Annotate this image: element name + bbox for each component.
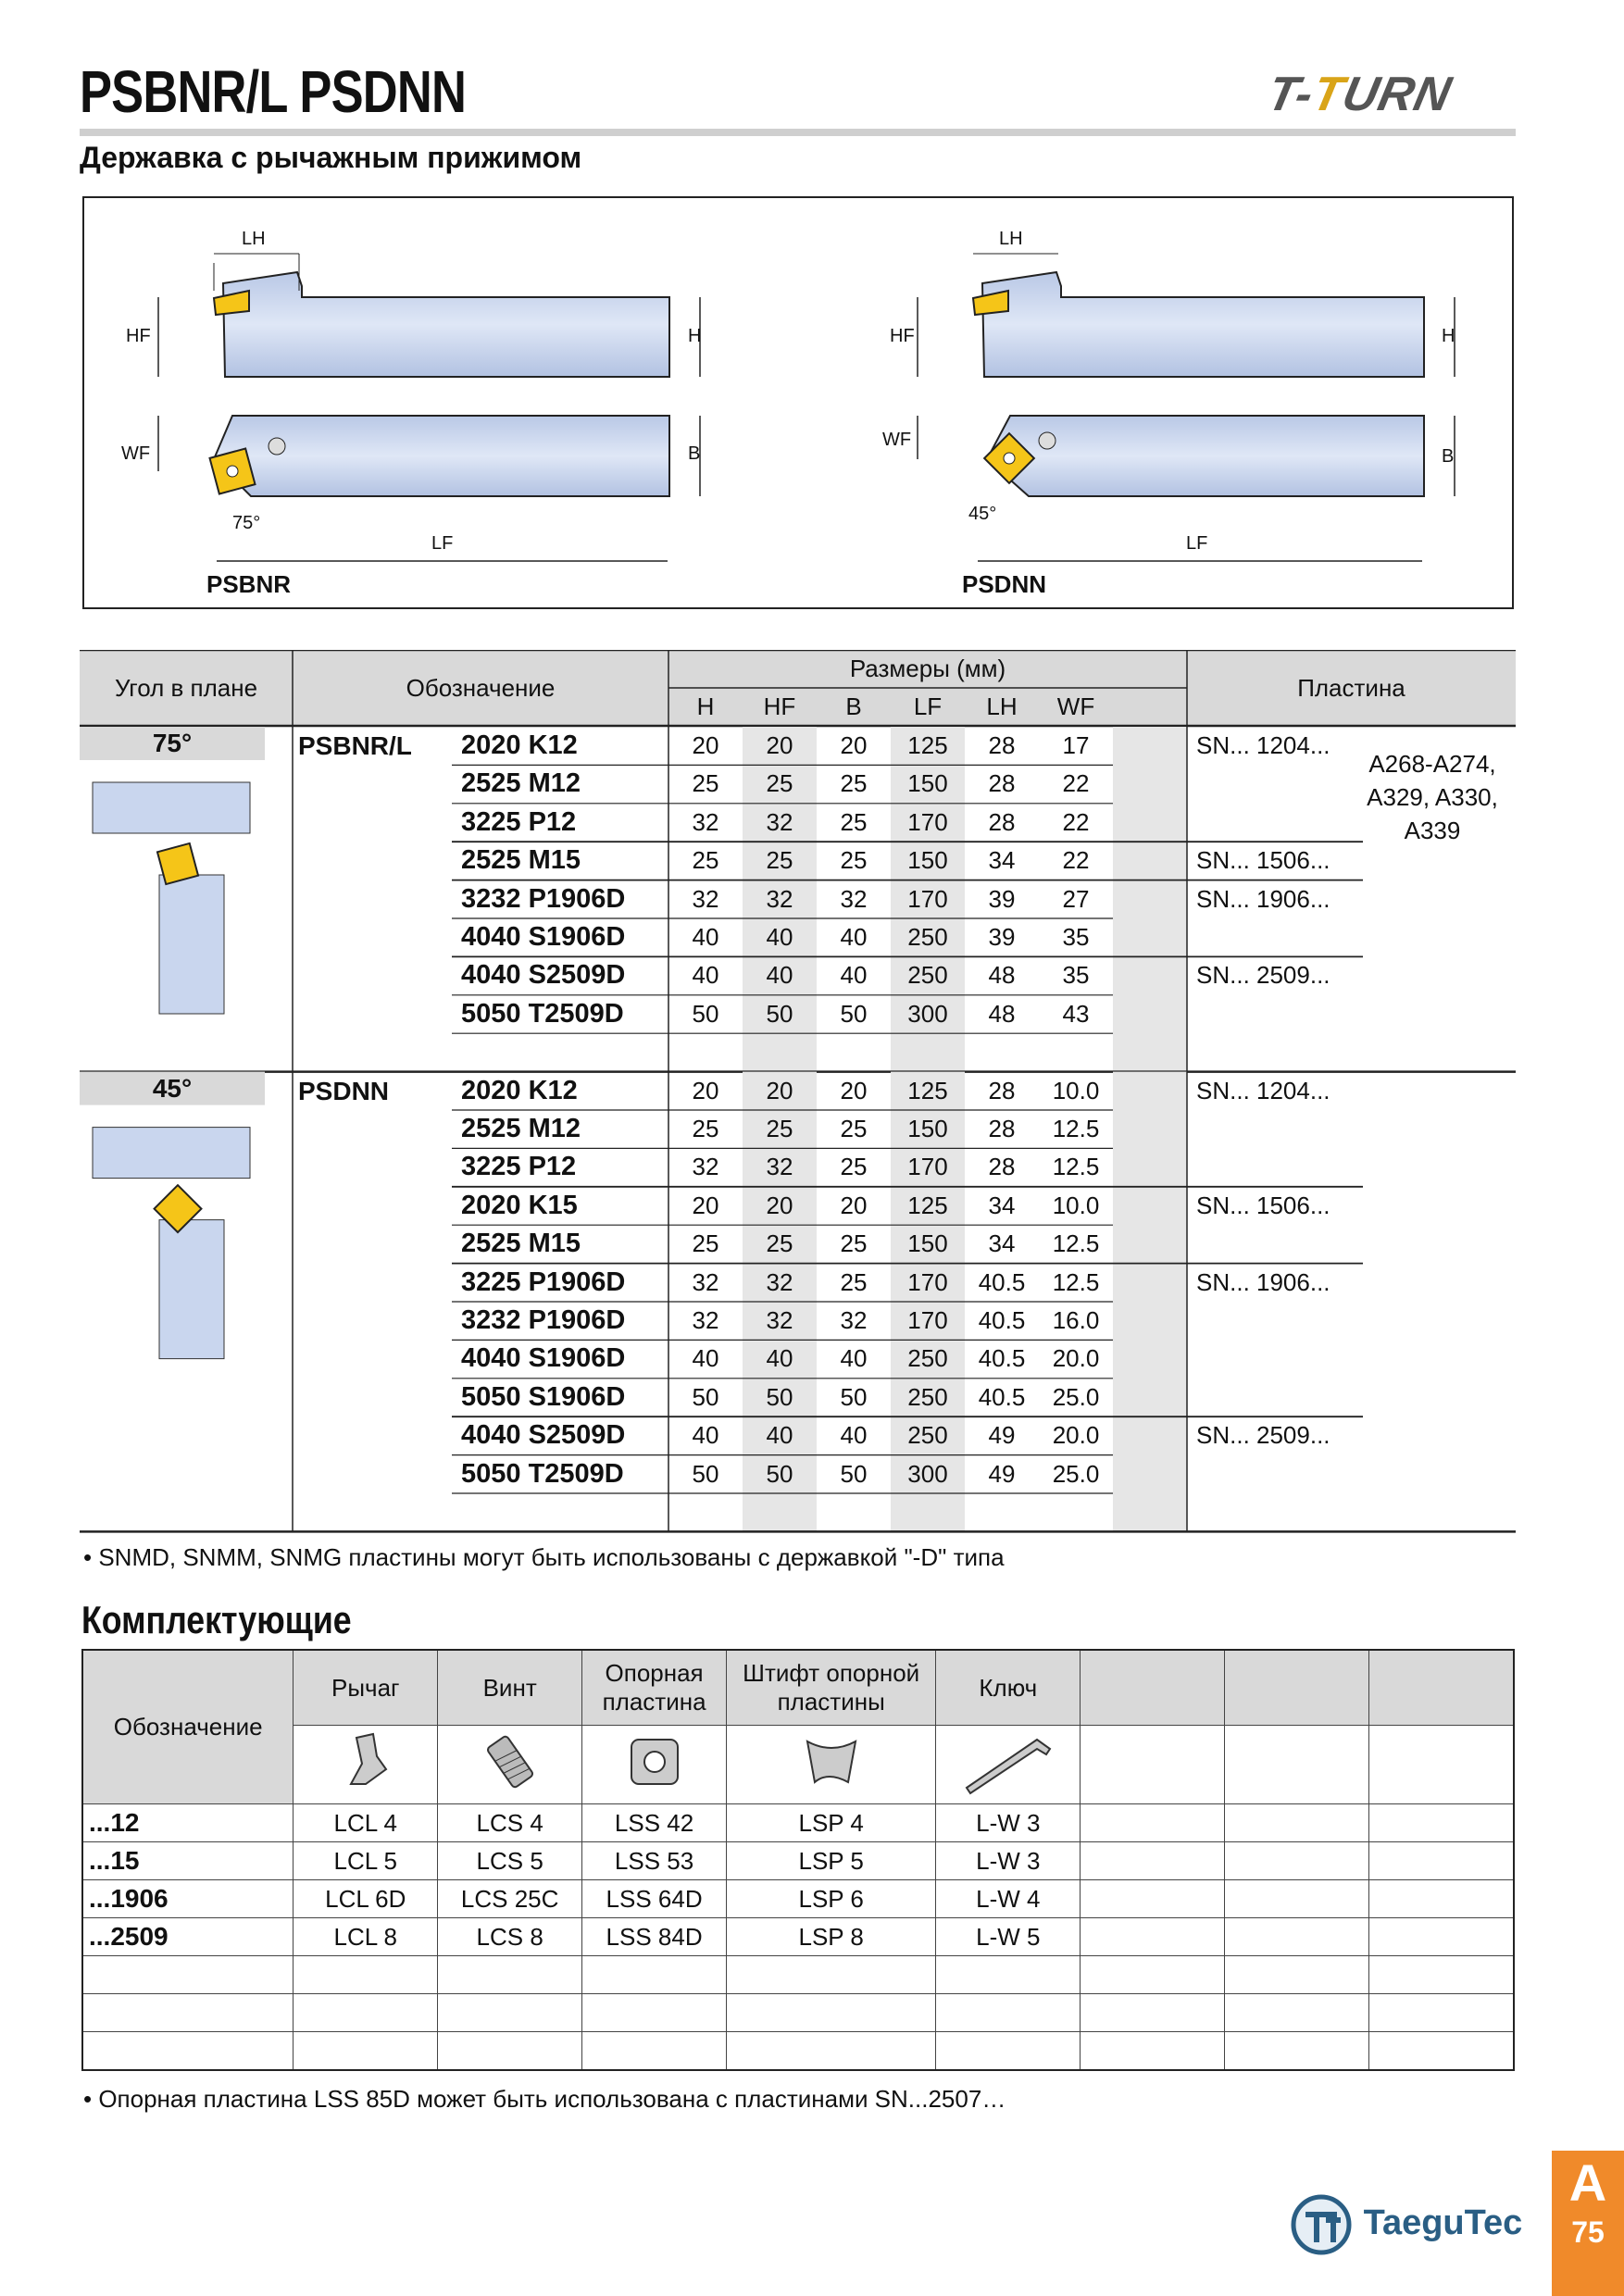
val-0-1-3: 150	[907, 769, 948, 798]
designation-1-5: 3225 P1906D	[461, 1267, 626, 1297]
val-1-2-3: 170	[907, 1153, 948, 1181]
designation-1-8: 5050 S1906D	[461, 1381, 626, 1412]
designation-0-0: 2020 K12	[461, 730, 578, 760]
val-1-8-2: 50	[840, 1382, 868, 1411]
val-1-4-1: 25	[766, 1229, 793, 1258]
col-dims-header: Размеры (мм)	[849, 655, 1006, 682]
acc-cell	[1225, 1842, 1369, 1880]
val-1-5-5: 12.5	[1052, 1267, 1100, 1296]
val-0-2-1: 32	[766, 807, 793, 836]
acc-empty	[1369, 1726, 1514, 1804]
taegutec-emblem	[1289, 2192, 1354, 2257]
designation-1-9: 4040 S2509D	[461, 1420, 626, 1451]
acc-code: ...2509	[82, 1918, 294, 1956]
val-1-10-3: 300	[907, 1459, 948, 1488]
val-1-7-4: 40.5	[978, 1344, 1026, 1373]
acc-cell: LCS 25C	[438, 1880, 582, 1918]
designation-1-1: 2525 M12	[461, 1114, 581, 1143]
acc-cell	[294, 1956, 438, 1994]
val-1-5-3: 170	[907, 1267, 948, 1296]
acc-cell	[1081, 1880, 1225, 1918]
acc-cell: LSS 84D	[582, 1918, 727, 1956]
acc-cell: LCL 5	[294, 1842, 438, 1880]
acc-col-designation: Обозначение	[82, 1650, 294, 1804]
acc-cell	[438, 2032, 582, 2071]
val-0-3-3: 150	[907, 846, 948, 875]
acc-cell	[1081, 1918, 1225, 1956]
val-0-4-0: 32	[692, 884, 719, 913]
val-1-1-5: 12.5	[1052, 1115, 1100, 1142]
acc-cell	[1369, 1956, 1514, 1994]
val-1-1-1: 25	[766, 1115, 793, 1142]
val-0-1-0: 25	[692, 769, 719, 798]
val-1-0-2: 20	[840, 1076, 868, 1104]
val-1-3-3: 125	[907, 1191, 948, 1219]
acc-code: ...1906	[82, 1880, 294, 1918]
dim-col-hf: HF	[763, 693, 796, 720]
dim-b-2: B	[1442, 446, 1455, 467]
dim-lf-2: LF	[1186, 533, 1208, 554]
brand-t: T	[1307, 68, 1350, 121]
psbnr-side-view	[214, 254, 669, 377]
val-0-1-4: 28	[988, 769, 1016, 798]
val-1-8-5: 25.0	[1052, 1382, 1100, 1411]
val-1-7-5: 20.0	[1052, 1344, 1100, 1373]
acc-cell: L-W 3	[936, 1842, 1081, 1880]
val-1-10-1: 50	[766, 1459, 793, 1488]
val-1-4-0: 25	[692, 1229, 719, 1258]
acc-cell	[1225, 1994, 1369, 2032]
val-1-7-3: 250	[907, 1344, 948, 1373]
dim-h-2: H	[1442, 326, 1455, 346]
shim-icon	[582, 1726, 727, 1804]
val-1-6-1: 32	[766, 1306, 793, 1334]
acc-cell: LSP 4	[727, 1804, 936, 1842]
acc-code: ...15	[82, 1842, 294, 1880]
acc-cell	[1081, 1956, 1225, 1994]
val-0-6-0: 40	[692, 961, 719, 990]
acc-row	[82, 1994, 1514, 2032]
acc-col-empty-1	[1081, 1650, 1225, 1726]
val-1-3-1: 20	[766, 1191, 793, 1219]
val-1-9-2: 40	[840, 1421, 868, 1450]
val-1-5-1: 32	[766, 1267, 793, 1296]
angle-diagram-1	[93, 1128, 250, 1359]
val-1-6-3: 170	[907, 1306, 948, 1334]
designation-1-3: 2020 K15	[461, 1190, 578, 1220]
val-0-5-0: 40	[692, 923, 719, 951]
acc-cell: L-W 3	[936, 1804, 1081, 1842]
taegutec-logo	[1289, 2192, 1522, 2257]
acc-cell	[1225, 1880, 1369, 1918]
col-insert-header: Пластина	[1297, 674, 1405, 702]
brand-logo	[1263, 67, 1456, 122]
val-1-10-5: 25.0	[1052, 1459, 1100, 1488]
accessories-table	[81, 1649, 1515, 2071]
dim-col-b: B	[845, 693, 862, 720]
val-1-1-3: 150	[907, 1115, 948, 1142]
val-0-0-1: 20	[766, 731, 793, 759]
val-0-7-4: 48	[988, 999, 1016, 1028]
designation-1-7: 4040 S1906D	[461, 1343, 626, 1374]
designation-0-4: 3232 P1906D	[461, 883, 626, 914]
acc-cell	[1369, 1804, 1514, 1842]
val-0-6-5: 35	[1062, 961, 1090, 990]
acc-cell	[1369, 1842, 1514, 1880]
val-0-3-5: 22	[1062, 846, 1090, 875]
val-1-5-0: 32	[692, 1267, 719, 1296]
label-psdnn: PSDNN	[962, 570, 1047, 598]
tool-drawings	[84, 198, 1516, 611]
acc-cell	[582, 1994, 727, 2032]
dim-lh-2: LH	[999, 229, 1023, 249]
acc-cell	[438, 1956, 582, 1994]
val-0-6-3: 250	[907, 961, 948, 990]
acc-cell	[727, 2032, 936, 2071]
val-0-7-3: 300	[907, 999, 948, 1028]
col-angle-header: Угол в плане	[114, 674, 258, 702]
acc-cell	[582, 2032, 727, 2071]
val-1-4-5: 12.5	[1052, 1229, 1100, 1258]
dim-wf: WF	[121, 443, 151, 464]
val-0-3-4: 34	[988, 846, 1016, 875]
acc-cell	[936, 1994, 1081, 2032]
val-0-1-2: 25	[840, 769, 868, 798]
val-1-2-4: 28	[988, 1153, 1016, 1181]
acc-cell	[1225, 2032, 1369, 2071]
val-0-3-0: 25	[692, 846, 719, 875]
dim-lh: LH	[242, 229, 266, 249]
val-0-0-0: 20	[692, 731, 719, 759]
dim-lf: LF	[431, 533, 454, 554]
designation-0-7: 5050 T2509D	[461, 998, 624, 1029]
acc-cell: LSS 53	[582, 1842, 727, 1880]
dimensions-table	[80, 650, 1516, 1539]
val-1-9-4: 49	[988, 1421, 1016, 1450]
acc-row	[82, 1842, 1514, 1880]
val-0-4-1: 32	[766, 884, 793, 913]
brand-rest: URN	[1337, 68, 1456, 121]
page-title: PSBNR/L PSDNN	[80, 58, 467, 125]
acc-cell	[294, 2032, 438, 2071]
insert-1-0: SN... 1204...	[1196, 1076, 1330, 1104]
dim-b: B	[688, 443, 701, 464]
dim-hf: HF	[126, 326, 151, 346]
val-1-2-0: 32	[692, 1153, 719, 1181]
designation-0-6: 4040 S2509D	[461, 960, 626, 991]
val-1-9-3: 250	[907, 1421, 948, 1450]
acc-cell: LCL 4	[294, 1804, 438, 1842]
val-1-5-2: 25	[840, 1267, 868, 1296]
acc-cell	[1081, 1804, 1225, 1842]
val-1-7-1: 40	[766, 1344, 793, 1373]
val-0-6-2: 40	[840, 961, 868, 990]
section-letter: A	[1568, 2153, 1607, 2212]
val-0-5-4: 39	[988, 923, 1016, 951]
val-0-0-5: 17	[1062, 731, 1090, 759]
val-1-9-0: 40	[692, 1421, 719, 1450]
acc-cell	[438, 1994, 582, 2032]
ref-pages: A268-A274, A329, A330, A339	[1367, 750, 1498, 844]
acc-cell: LSP 5	[727, 1842, 936, 1880]
acc-cell	[1081, 1994, 1225, 2032]
val-0-7-0: 50	[692, 999, 719, 1028]
acc-cell	[1369, 1880, 1514, 1918]
designation-1-10: 5050 T2509D	[461, 1458, 624, 1489]
designation-1-0: 2020 K12	[461, 1075, 578, 1105]
dim-hf-2: HF	[890, 326, 915, 346]
val-0-2-0: 32	[692, 807, 719, 836]
val-0-6-1: 40	[766, 961, 793, 990]
val-1-8-0: 50	[692, 1382, 719, 1411]
dim-col-h: H	[696, 693, 715, 720]
lever-icon	[294, 1726, 438, 1804]
val-1-1-2: 25	[840, 1115, 868, 1142]
acc-col-key: Ключ	[936, 1650, 1081, 1726]
val-1-9-5: 20.0	[1052, 1421, 1100, 1450]
acc-code: ...12	[82, 1804, 294, 1842]
val-0-3-1: 25	[766, 846, 793, 875]
angle-diagram-0	[93, 782, 250, 1014]
insert-1-9: SN... 2509...	[1196, 1421, 1330, 1450]
val-1-3-5: 10.0	[1052, 1191, 1100, 1219]
acc-cell: LCL 8	[294, 1918, 438, 1956]
acc-cell	[727, 1994, 936, 2032]
val-0-4-3: 170	[907, 884, 948, 913]
acc-cell: L-W 5	[936, 1918, 1081, 1956]
dim-wf-2: WF	[882, 430, 912, 450]
angle-45: 45°	[968, 504, 997, 524]
acc-cell: LSP 6	[727, 1880, 936, 1918]
val-1-10-4: 49	[988, 1459, 1016, 1488]
acc-col-empty-2	[1225, 1650, 1369, 1726]
val-1-7-2: 40	[840, 1344, 868, 1373]
designation-0-1: 2525 M12	[461, 768, 581, 799]
page-number: 75	[1571, 2215, 1605, 2249]
val-1-0-0: 20	[692, 1076, 719, 1104]
dim-h: H	[688, 326, 702, 346]
designation-0-2: 3225 P12	[461, 806, 577, 837]
val-1-9-1: 40	[766, 1421, 793, 1450]
val-1-6-4: 40.5	[978, 1306, 1026, 1334]
val-0-1-1: 25	[766, 769, 793, 798]
val-0-4-4: 39	[988, 884, 1016, 913]
acc-cell	[1081, 2032, 1225, 2071]
val-1-2-5: 12.5	[1052, 1153, 1100, 1181]
val-0-2-5: 22	[1062, 807, 1090, 836]
acc-col-empty-3	[1369, 1650, 1514, 1726]
val-0-4-5: 27	[1062, 884, 1090, 913]
angle-1: 45°	[152, 1073, 193, 1103]
acc-empty	[1081, 1726, 1225, 1804]
acc-cell: LSS 64D	[582, 1880, 727, 1918]
acc-col-shim: Опорная пластина	[582, 1650, 727, 1726]
insert-1-5: SN... 1906...	[1196, 1267, 1330, 1296]
dim-col-lh: LH	[986, 693, 1018, 720]
val-1-6-5: 16.0	[1052, 1306, 1100, 1334]
acc-code	[82, 1956, 294, 1994]
designation-1-6: 3232 P1906D	[461, 1305, 626, 1335]
acc-col-pin: Штифт опорной пластины	[727, 1650, 936, 1726]
val-1-6-2: 32	[840, 1306, 868, 1334]
val-0-6-4: 48	[988, 961, 1016, 990]
val-1-2-2: 25	[840, 1153, 868, 1181]
val-1-4-2: 25	[840, 1229, 868, 1258]
acc-cell	[1369, 1918, 1514, 1956]
val-0-2-4: 28	[988, 807, 1016, 836]
val-0-5-1: 40	[766, 923, 793, 951]
val-0-5-2: 40	[840, 923, 868, 951]
note-shim: • Опорная пластина LSS 85D может быть использована с пластинами SN...2507…	[83, 2085, 1006, 2113]
val-1-0-4: 28	[988, 1076, 1016, 1104]
designation-1-4: 2525 M15	[461, 1229, 581, 1259]
insert-0-4: SN... 1906...	[1196, 884, 1330, 913]
label-psbnr: PSBNR	[206, 570, 292, 598]
title-rule	[80, 129, 1516, 136]
acc-cell: L-W 4	[936, 1880, 1081, 1918]
acc-cell	[582, 1956, 727, 1994]
angle-0: 75°	[152, 729, 193, 757]
angle-75: 75°	[232, 513, 261, 533]
acc-cell	[1369, 2032, 1514, 2071]
acc-code	[82, 1994, 294, 2032]
insert-0-6: SN... 2509...	[1196, 961, 1330, 990]
val-1-3-4: 34	[988, 1191, 1016, 1219]
val-1-2-1: 32	[766, 1153, 793, 1181]
pin-icon	[727, 1726, 936, 1804]
screw-icon	[438, 1726, 582, 1804]
acc-cell: LCS 8	[438, 1918, 582, 1956]
val-1-8-1: 50	[766, 1382, 793, 1411]
acc-row	[82, 2032, 1514, 2071]
designation-0-3: 2525 M15	[461, 845, 581, 876]
val-1-0-3: 125	[907, 1076, 948, 1104]
val-0-7-1: 50	[766, 999, 793, 1028]
dim-col-lf: LF	[913, 693, 943, 720]
val-0-2-3: 170	[907, 807, 948, 836]
val-1-10-2: 50	[840, 1459, 868, 1488]
insert-0-3: SN... 1506...	[1196, 846, 1330, 875]
acc-row	[82, 1804, 1514, 1842]
acc-col-lever: Рычаг	[294, 1650, 438, 1726]
val-1-1-4: 28	[988, 1115, 1016, 1142]
acc-col-screw: Винт	[438, 1650, 582, 1726]
acc-cell: LSS 42	[582, 1804, 727, 1842]
acc-cell	[1225, 1804, 1369, 1842]
val-0-4-2: 32	[840, 884, 868, 913]
val-0-7-2: 50	[840, 999, 868, 1028]
val-1-8-3: 250	[907, 1382, 948, 1411]
val-1-1-0: 25	[692, 1115, 719, 1142]
brand-prefix: T-	[1262, 68, 1319, 121]
acc-row	[82, 1918, 1514, 1956]
val-1-0-1: 20	[766, 1076, 793, 1104]
acc-row	[82, 1956, 1514, 1994]
insert-0-0: SN... 1204...	[1196, 731, 1330, 759]
val-1-3-0: 20	[692, 1191, 719, 1219]
val-1-6-0: 32	[692, 1306, 719, 1334]
val-0-3-2: 25	[840, 846, 868, 875]
acc-cell	[1225, 1956, 1369, 1994]
family-1: PSDNN	[298, 1076, 390, 1105]
val-1-5-4: 40.5	[978, 1267, 1026, 1296]
accessories-title: Комплектующие	[81, 1598, 352, 1641]
val-0-2-2: 25	[840, 807, 868, 836]
dim-col-wf: WF	[1056, 693, 1095, 720]
val-1-8-4: 40.5	[978, 1382, 1026, 1411]
val-0-0-4: 28	[988, 731, 1016, 759]
acc-cell: LCL 6D	[294, 1880, 438, 1918]
val-0-0-3: 125	[907, 731, 948, 759]
acc-cell	[294, 1994, 438, 2032]
val-1-10-0: 50	[692, 1459, 719, 1488]
val-0-0-2: 20	[840, 731, 868, 759]
acc-cell	[936, 2032, 1081, 2071]
logo-text: TaeguTec	[1363, 2203, 1523, 2243]
val-0-5-3: 250	[907, 923, 948, 951]
acc-row	[82, 1880, 1514, 1918]
section-tab	[1552, 2151, 1624, 2296]
acc-empty	[1225, 1726, 1369, 1804]
acc-cell	[727, 1956, 936, 1994]
acc-cell	[936, 1956, 1081, 1994]
key-icon	[936, 1726, 1081, 1804]
acc-code	[82, 2032, 294, 2071]
page-subtitle: Державка с рычажным прижимом	[80, 141, 582, 174]
acc-cell: LCS 5	[438, 1842, 582, 1880]
insert-1-3: SN... 1506...	[1196, 1191, 1330, 1219]
note-insert-types: • SNMD, SNMM, SNMG пластины могут быть использованы с державкой "-D" типа	[83, 1543, 1005, 1571]
col-designation-header: Обозначение	[406, 674, 556, 702]
val-0-7-5: 43	[1062, 999, 1090, 1028]
acc-cell	[1225, 1918, 1369, 1956]
val-1-4-4: 34	[988, 1229, 1016, 1258]
val-1-4-3: 150	[907, 1229, 948, 1258]
val-0-1-5: 22	[1062, 769, 1090, 798]
tool-drawing-panel	[82, 196, 1514, 609]
acc-cell	[1369, 1994, 1514, 2032]
val-1-7-0: 40	[692, 1344, 719, 1373]
accessories-rows	[82, 1804, 1514, 2071]
psdnn-side-view	[973, 254, 1424, 377]
val-1-0-5: 10.0	[1052, 1076, 1100, 1104]
designation-1-2: 3225 P12	[461, 1152, 577, 1182]
acc-cell: LSP 8	[727, 1918, 936, 1956]
designation-0-5: 4040 S1906D	[461, 922, 626, 952]
val-1-3-2: 20	[840, 1191, 868, 1219]
acc-cell: LCS 4	[438, 1804, 582, 1842]
acc-cell	[1081, 1842, 1225, 1880]
family-0: PSBNR/L	[298, 731, 412, 760]
val-0-5-5: 35	[1062, 923, 1090, 951]
